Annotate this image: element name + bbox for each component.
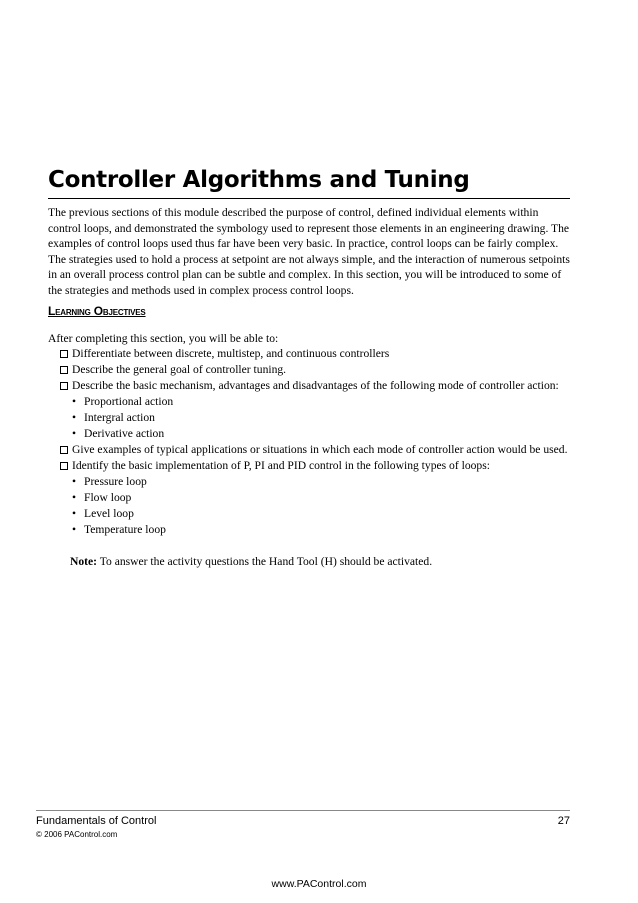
objective-item bbox=[60, 442, 570, 458]
intro-paragraph: The previous sections of this module described the purpose of control, defined individual elements within control loops, and demonstrated the symbology used to represent those elements in an engineering drawing. The examples of control loops used thus far have been very basic. In practice, control loops can be fairly complex. The strategies used to hold a process at setpoint are not always simple, and the interaction of numerous setpoints in an overall process control plan can be subtle and complex. In this section, you will be introduced to some of the strategies and methods used in complex process control loops. bbox=[48, 206, 570, 297]
loop-text: Flow loop bbox=[84, 491, 132, 504]
page-title: Controller Algorithms and Tuning bbox=[48, 166, 570, 199]
copyright-notice: © 2006 PAControl.com bbox=[36, 830, 118, 839]
loop-item bbox=[60, 506, 570, 522]
bullet-icon: • bbox=[72, 507, 77, 520]
objective-text: Identify the basic implementation of P, PI and PID control in the following types of loops: bbox=[72, 459, 490, 472]
checkbox-icon bbox=[60, 350, 68, 358]
bullet-icon: • bbox=[72, 427, 77, 440]
mode-item bbox=[60, 410, 570, 426]
footer-divider bbox=[36, 810, 570, 811]
note-label: Note: bbox=[70, 555, 98, 568]
website-url: www.PAControl.com bbox=[271, 878, 367, 890]
note-text: To answer the activity questions the Hand Tool (H) should be activated. bbox=[97, 555, 433, 568]
checkbox-icon bbox=[60, 366, 68, 374]
bullet-icon: • bbox=[72, 395, 77, 408]
page-number: 27 bbox=[557, 815, 570, 827]
bullet-icon: • bbox=[72, 475, 77, 488]
objective-item bbox=[60, 362, 570, 378]
loop-text: Temperature loop bbox=[84, 523, 166, 536]
loop-text: Level loop bbox=[84, 507, 134, 520]
loop-item bbox=[60, 522, 570, 538]
objectives-list bbox=[60, 346, 570, 538]
mode-item bbox=[60, 394, 570, 410]
checkbox-icon bbox=[60, 446, 68, 454]
objective-item bbox=[60, 378, 570, 394]
mode-item bbox=[60, 426, 570, 442]
note bbox=[70, 555, 432, 568]
mode-text: Derivative action bbox=[84, 427, 165, 440]
objective-text: Describe the basic mechanism, advantages and disadvantages of the following mode of controller action: bbox=[72, 379, 559, 392]
objective-text: Differentiate between discrete, multistep, and continuous controllers bbox=[72, 347, 390, 360]
bullet-icon: • bbox=[72, 411, 77, 424]
objective-text: Describe the general goal of controller tuning. bbox=[72, 363, 287, 376]
loop-item bbox=[60, 490, 570, 506]
objectives-lead: After completing this section, you will be able to: bbox=[48, 332, 279, 345]
checkbox-icon bbox=[60, 462, 68, 470]
loop-item bbox=[60, 474, 570, 490]
checkbox-icon bbox=[60, 382, 68, 390]
objective-item bbox=[60, 458, 570, 474]
bullet-icon: • bbox=[72, 523, 77, 536]
footer-course-title: Fundamentals of Control bbox=[36, 815, 157, 827]
objective-text: Give examples of typical applications or situations in which each mode of controller action would be used. bbox=[72, 443, 568, 456]
mode-text: Intergral action bbox=[84, 411, 155, 424]
bullet-icon: • bbox=[72, 491, 77, 504]
section-heading: Learning Objectives bbox=[48, 304, 146, 318]
objective-item bbox=[60, 346, 570, 362]
loop-text: Pressure loop bbox=[84, 475, 147, 488]
mode-text: Proportional action bbox=[84, 395, 174, 408]
